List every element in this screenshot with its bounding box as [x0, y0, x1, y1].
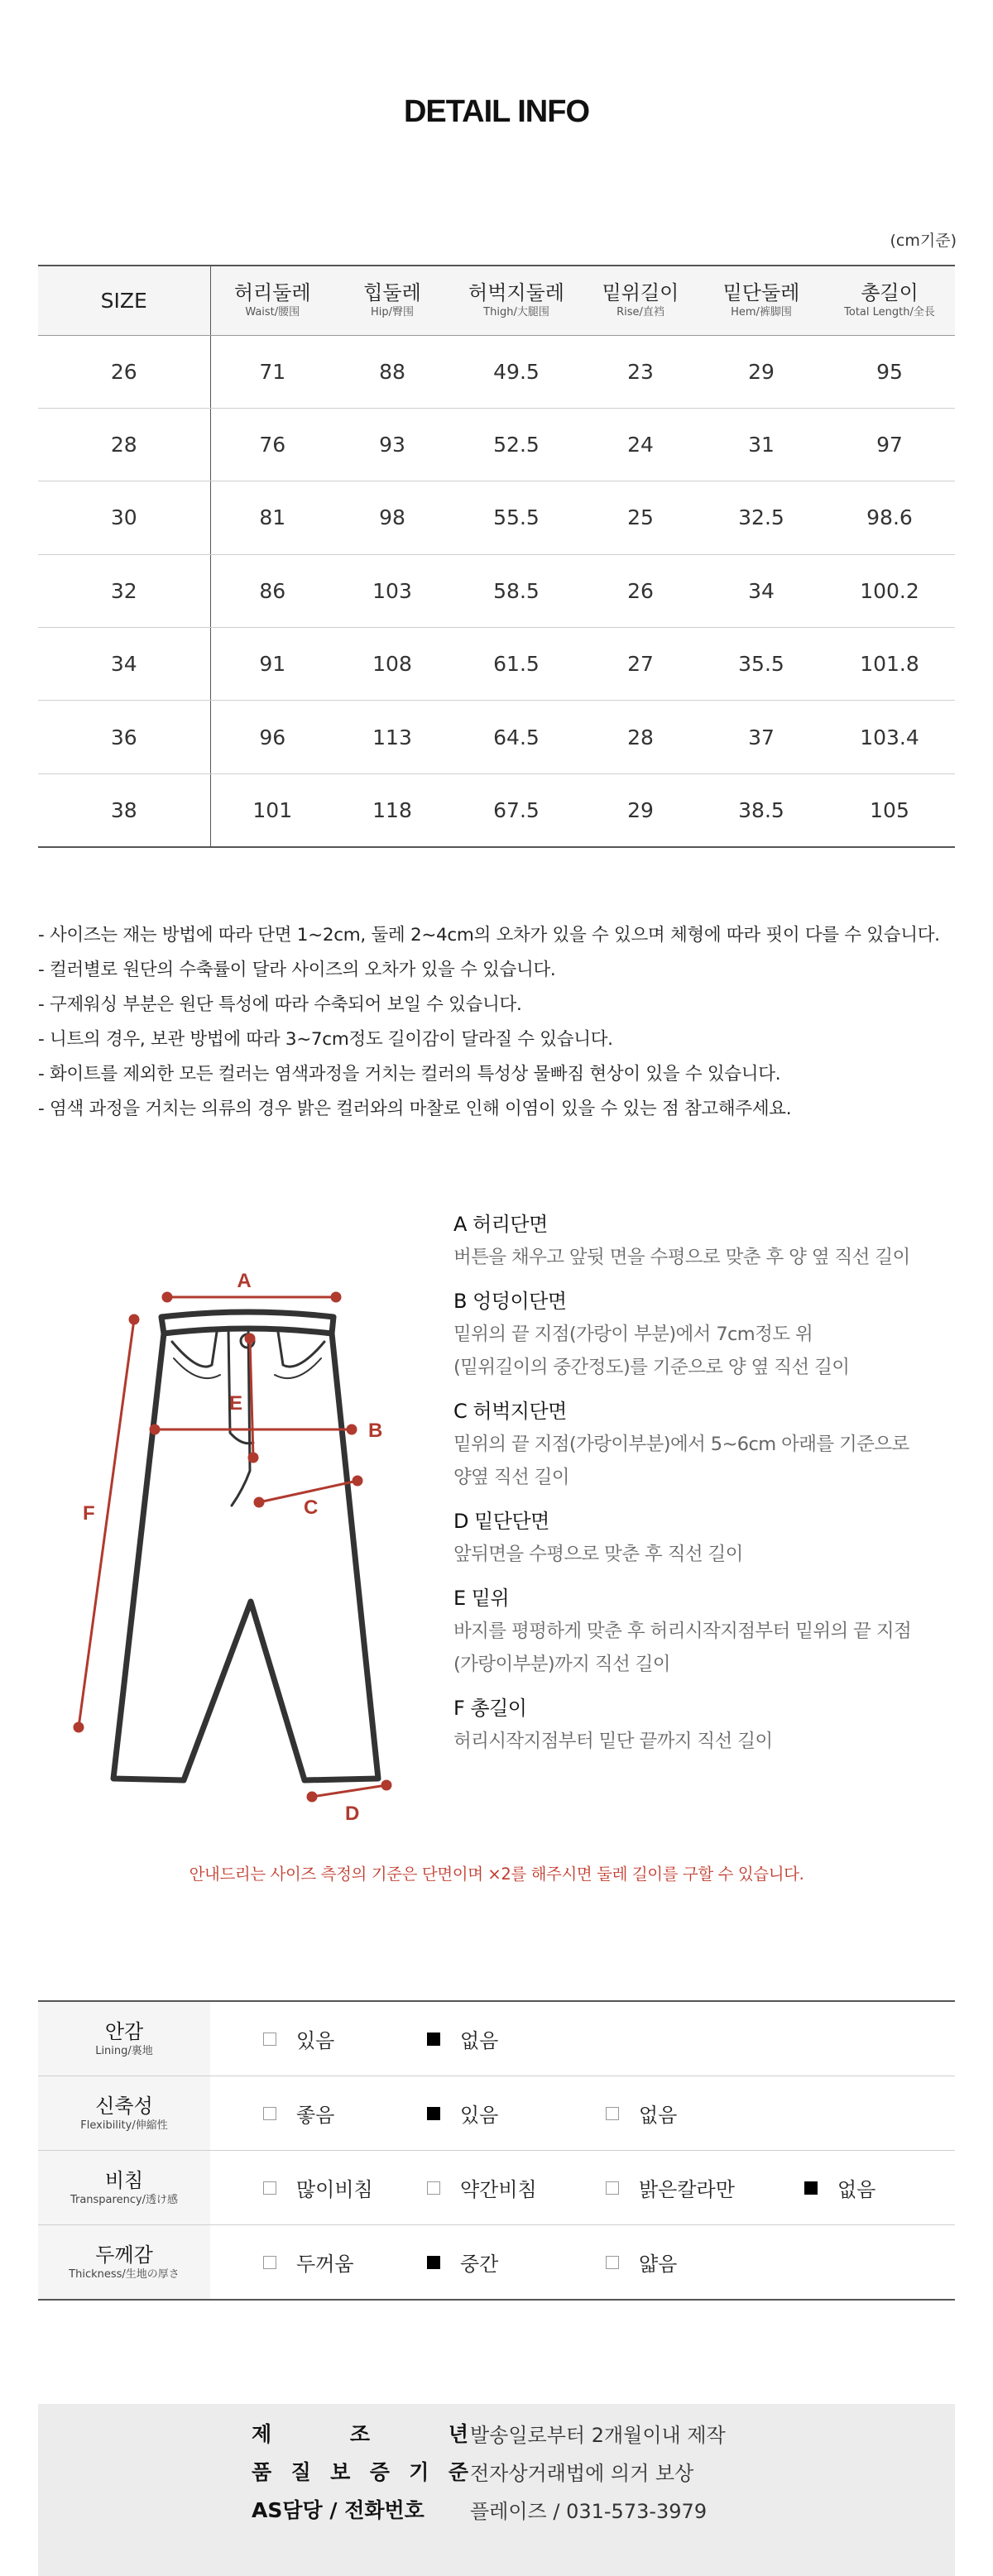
col-header-thigh: 허벅지둘레 Thigh/大腿围: [450, 266, 583, 335]
label-c: C: [304, 1496, 319, 1519]
property-option: [263, 2151, 373, 2224]
info-value: 발송일로부터 2개월이내 제작: [470, 2423, 726, 2447]
label-d: D: [345, 1803, 360, 1825]
measurement-cell: 76: [210, 408, 334, 481]
note-item: - 니트의 경우, 보관 방법에 따라 3~7cm정도 길이감이 달라질 수 있습니다.: [38, 1029, 613, 1050]
measurement-cell: 98.6: [824, 481, 955, 554]
definition-text: 앞뒤면을 수평으로 맞춘 후 직선 길이: [453, 1544, 743, 1565]
property-options: [210, 2151, 955, 2224]
definition-title: C 허벅지단면: [453, 1400, 567, 1423]
option-label: 약간비침: [460, 2178, 537, 2201]
measurement-cell: 29: [583, 773, 698, 846]
checked-box-icon: [427, 2256, 440, 2269]
unchecked-box-icon: [606, 2181, 619, 2195]
property-subname: Thickness/生地の厚さ: [69, 2267, 180, 2281]
property-name: 안감: [104, 2019, 144, 2043]
pants-diagram: [66, 1241, 422, 1836]
option-label: 얇음: [639, 2253, 678, 2276]
size-cell: 28: [38, 408, 210, 481]
option-label: 밝은칼라만: [639, 2178, 735, 2201]
property-row: [38, 2225, 955, 2299]
unchecked-box-icon: [263, 2181, 276, 2195]
property-name: 두께감: [95, 2243, 153, 2267]
definition-item: [453, 1395, 967, 1494]
note-item: - 화이트를 제외한 모든 컬러는 염색과정을 거치는 컬러의 특성상 물빠짐 현상이 있을 수 있습니다.: [38, 1064, 781, 1085]
size-cell: 32: [38, 554, 210, 627]
unchecked-box-icon: [263, 2256, 276, 2269]
label-b: B: [368, 1420, 383, 1442]
option-label: 중간: [460, 2253, 499, 2276]
measurement-cell: 25: [583, 481, 698, 554]
size-cell: 36: [38, 701, 210, 773]
size-header: SIZE: [38, 266, 210, 335]
table-row: [38, 773, 955, 846]
table-row: [38, 628, 955, 701]
definition-title: D 밑단단면: [453, 1510, 549, 1533]
table-row: [38, 554, 955, 627]
definition-item: [453, 1692, 967, 1758]
checked-box-icon: [427, 2033, 440, 2046]
definition-item: [453, 1285, 967, 1384]
property-row: [38, 2151, 955, 2225]
measurement-cell: 101: [210, 773, 334, 846]
note-item: - 사이즈는 재는 방법에 따라 단면 1~2cm, 둘레 2~4cm의 오차가 있을 수 있으며 체형에 따라 핏이 다를 수 있습니다.: [38, 925, 940, 946]
measurement-cell: 26: [583, 554, 698, 627]
fabric-properties-table: [38, 2000, 955, 2301]
label-f: F: [83, 1502, 95, 1525]
option-label: 있음: [460, 2104, 499, 2127]
option-label: 없음: [639, 2104, 678, 2127]
measurement-cell: 37: [698, 701, 824, 773]
table-row: [38, 335, 955, 408]
measurement-cell: 118: [334, 773, 450, 846]
definition-text: 바지를 평평하게 맞춘 후 허리시작지점부터 밑위의 끝 지점: [453, 1621, 912, 1642]
definition-text: 버튼을 채우고 앞뒷 면을 수평으로 맞춘 후 양 옆 직선 길이: [453, 1247, 910, 1268]
option-label: 없음: [460, 2029, 499, 2052]
measurement-cell: 29: [698, 335, 824, 408]
definition-text: 밑위의 끝 지점(가랑이부분)에서 5~6cm 아래를 기준으로: [453, 1434, 909, 1455]
measurement-definitions: [453, 1208, 967, 1769]
info-row: [38, 2452, 955, 2490]
definition-item: [453, 1208, 967, 1274]
info-label: 품 질 보 증 기 준: [252, 2460, 468, 2484]
measurement-cell: 31: [698, 408, 824, 481]
measurement-cell: 103.4: [824, 701, 955, 773]
measurement-cell: 97: [824, 408, 955, 481]
measurement-cell: 24: [583, 408, 698, 481]
property-option: [427, 2076, 498, 2150]
table-row: [38, 408, 955, 481]
unchecked-box-icon: [263, 2107, 276, 2120]
property-option: [804, 2151, 875, 2224]
property-label: [38, 2076, 210, 2150]
definition-title: B 엉덩이단면: [453, 1290, 567, 1313]
size-cell: 26: [38, 335, 210, 408]
measurement-cell: 108: [334, 628, 450, 701]
note-item: - 컬러별로 원단의 수축률이 달라 사이즈의 오차가 있을 수 있습니다.: [38, 960, 556, 980]
property-option: [263, 2225, 354, 2299]
option-label: 없음: [837, 2178, 876, 2201]
info-row: [38, 2414, 955, 2452]
table-row: [38, 481, 955, 554]
measurement-cell: 49.5: [450, 335, 583, 408]
note-item: - 염색 과정을 거치는 의류의 경우 밝은 컬러와의 마찰로 인해 이염이 있을 수 있는 점 참고해주세요.: [38, 1099, 792, 1119]
measure-notice: 안내드리는 사이즈 측정의 기준은 단면이며 ×2를 해주시면 둘레 길이를 구할 수 있습니다.: [189, 1865, 804, 1884]
measurement-cell: 38.5: [698, 773, 824, 846]
definition-title: A 허리단면: [453, 1213, 548, 1236]
info-label: 제 조 년: [252, 2422, 468, 2446]
info-value: 플레이즈 / 031-573-3979: [470, 2499, 708, 2523]
property-name: 비침: [104, 2168, 144, 2192]
label-a: A: [237, 1270, 252, 1292]
option-label: 많이비침: [296, 2178, 373, 2201]
option-label: 두꺼움: [296, 2253, 354, 2276]
property-option: [427, 2002, 498, 2076]
unit-note: (cm기준): [890, 232, 957, 250]
measurement-cell: 55.5: [450, 481, 583, 554]
col-header-hem: 밑단둘레 Hem/裤脚围: [698, 266, 824, 335]
definition-item: [453, 1582, 967, 1681]
page-title: DETAIL INFO: [403, 94, 590, 129]
unchecked-box-icon: [606, 2107, 619, 2120]
product-info-box: [38, 2404, 955, 2576]
size-cell: 34: [38, 628, 210, 701]
measurement-cell: 32.5: [698, 481, 824, 554]
property-label: [38, 2151, 210, 2224]
option-label: 있음: [296, 2029, 335, 2052]
measurement-cell: 52.5: [450, 408, 583, 481]
measurement-cell: 34: [698, 554, 824, 627]
measurement-cell: 98: [334, 481, 450, 554]
col-header-total-length: 총길이 Total Length/全長: [824, 266, 955, 335]
definition-text: 허리시작지점부터 밑단 끝까지 직선 길이: [453, 1731, 773, 1752]
measurement-cell: 101.8: [824, 628, 955, 701]
definition-title: F 총길이: [453, 1697, 527, 1720]
measurement-cell: 93: [334, 408, 450, 481]
property-options: [210, 2225, 955, 2299]
col-header-rise: 밑위길이 Rise/直裆: [583, 266, 698, 335]
property-label: [38, 2225, 210, 2299]
measurement-cell: 61.5: [450, 628, 583, 701]
label-e: E: [229, 1392, 243, 1415]
measurement-cell: 58.5: [450, 554, 583, 627]
option-label: 좋음: [296, 2104, 335, 2127]
col-header-waist: 허리둘레 Waist/腰围: [210, 266, 334, 335]
measurement-cell: 64.5: [450, 701, 583, 773]
property-option: [606, 2076, 677, 2150]
checked-box-icon: [427, 2107, 440, 2120]
measurement-cell: 81: [210, 481, 334, 554]
measurement-cell: 95: [824, 335, 955, 408]
definition-text: (밑위길이의 중간정도)를 기준으로 양 옆 직선 길이: [453, 1357, 850, 1378]
property-option: [263, 2076, 334, 2150]
property-option: [606, 2225, 677, 2299]
size-table-header: [38, 266, 955, 335]
size-cell: 30: [38, 481, 210, 554]
property-option: [427, 2225, 498, 2299]
property-row: [38, 2076, 955, 2151]
measurement-cell: 86: [210, 554, 334, 627]
definition-text: (가랑이부분)까지 직선 길이: [453, 1654, 670, 1675]
property-name: 신축성: [95, 2094, 153, 2118]
info-value: 전자상거래법에 의거 보상: [470, 2461, 694, 2485]
measurement-cell: 67.5: [450, 773, 583, 846]
measurement-cell: 91: [210, 628, 334, 701]
measurement-cell: 100.2: [824, 554, 955, 627]
property-subname: Flexibility/伸縮性: [80, 2119, 168, 2132]
unchecked-box-icon: [427, 2181, 440, 2195]
measurement-cell: 35.5: [698, 628, 824, 701]
property-option: [263, 2002, 334, 2076]
property-options: [210, 2076, 955, 2150]
measurement-cell: 105: [824, 773, 955, 846]
measurement-cell: 71: [210, 335, 334, 408]
measurement-cell: 103: [334, 554, 450, 627]
property-option: [427, 2151, 537, 2224]
definition-item: [453, 1505, 967, 1571]
property-subname: Lining/裏地: [95, 2044, 153, 2057]
measurement-cell: 27: [583, 628, 698, 701]
note-item: - 구제워싱 부분은 원단 특성에 따라 수축되어 보일 수 있습니다.: [38, 994, 522, 1015]
property-option: [606, 2151, 735, 2224]
property-label: [38, 2002, 210, 2076]
col-header-hip: 힙둘레 Hip/臀围: [334, 266, 450, 335]
size-notes: [38, 918, 965, 1127]
definition-text: 양옆 직선 길이: [453, 1467, 569, 1488]
property-options: [210, 2002, 955, 2076]
measurement-cell: 113: [334, 701, 450, 773]
measurement-cell: 96: [210, 701, 334, 773]
checked-box-icon: [804, 2181, 818, 2195]
table-row: [38, 701, 955, 773]
measurement-cell: 23: [583, 335, 698, 408]
size-cell: 38: [38, 773, 210, 846]
size-table: [38, 265, 955, 848]
pants-outline: [113, 1312, 378, 1780]
unchecked-box-icon: [606, 2256, 619, 2269]
info-row: [38, 2490, 955, 2528]
property-subname: Transparency/透け感: [70, 2193, 179, 2206]
measurement-cell: 88: [334, 335, 450, 408]
definition-text: 밑위의 끝 지점(가랑이 부분)에서 7cm정도 위: [453, 1324, 813, 1345]
unchecked-box-icon: [263, 2033, 276, 2046]
info-label: AS담당 / 전화번호: [252, 2498, 425, 2522]
property-row: [38, 2002, 955, 2076]
measurement-cell: 28: [583, 701, 698, 773]
definition-title: E 밑위: [453, 1587, 510, 1610]
